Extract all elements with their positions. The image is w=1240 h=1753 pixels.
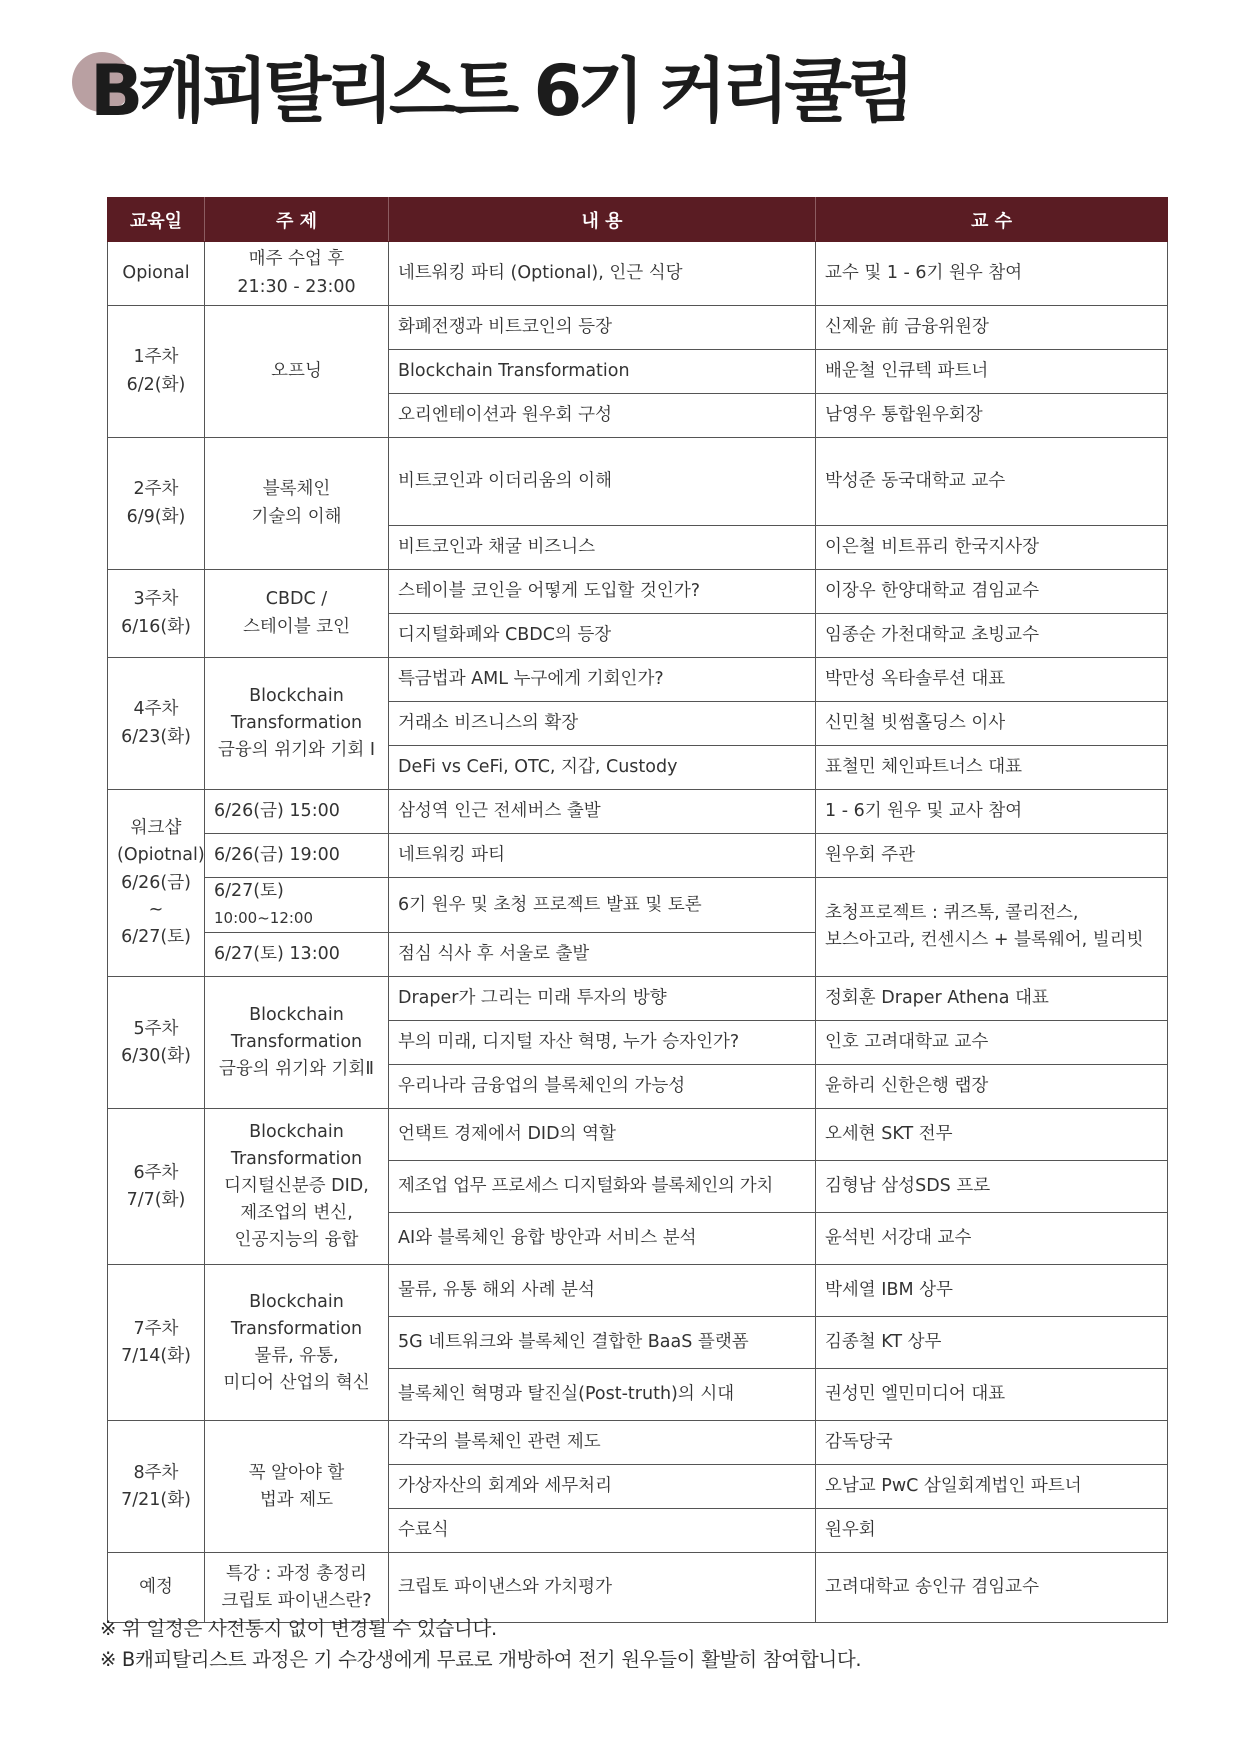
topic-text: Blockchain Transformation 디지털신분증 DID, 제조업의 변신, 인공지능의 융합 — [224, 1121, 369, 1251]
table-header-row — [108, 198, 1168, 242]
professor-cell: 윤석빈 서강대 교수 — [816, 1213, 1168, 1265]
content-cell: 네트워킹 파티 (Optional), 인근 식당 — [389, 242, 816, 306]
header-topic: 주 제 — [205, 198, 389, 242]
content-cell: 점심 식사 후 서울로 출발 — [389, 933, 816, 977]
date-cell — [108, 658, 205, 790]
table-row — [108, 834, 1168, 878]
date-text: 워크샵 (Opiotnal) 6/26(금) ~ 6/27(토) — [117, 818, 205, 947]
title-block — [72, 50, 972, 150]
professor-cell: 이은철 비트퓨리 한국지사장 — [816, 526, 1168, 570]
content-cell: 각국의 블록체인 관련 제도 — [389, 1421, 816, 1465]
content-cell: Draper가 그리는 미래 투자의 방향 — [389, 977, 816, 1021]
professor-cell — [816, 878, 1168, 977]
content-cell: 언택트 경제에서 DID의 역할 — [389, 1109, 816, 1161]
time-range: 10:00~12:00 — [214, 909, 314, 928]
content-cell: 삼성역 인근 전세버스 출발 — [389, 790, 816, 834]
date-cell — [108, 570, 205, 658]
topic-text: CBDC / 스테이블 코인 — [243, 589, 350, 637]
date-cell — [108, 1421, 205, 1553]
table-row — [108, 1109, 1168, 1161]
content-cell: AI와 블록체인 융합 방안과 서비스 분석 — [389, 1213, 816, 1265]
content-cell: 스테이블 코인을 어떻게 도입할 것인가? — [389, 570, 816, 614]
content-cell: 특금법과 AML 누구에게 기회인가? — [389, 658, 816, 702]
topic-cell — [205, 242, 389, 306]
professor-cell: 신민철 빗썸홀딩스 이사 — [816, 702, 1168, 746]
content-cell: 우리나라 금융업의 블록체인의 가능성 — [389, 1065, 816, 1109]
topic-text: 블록체인 기술의 이해 — [251, 479, 342, 527]
professor-cell: 이장우 한양대학교 겸임교수 — [816, 570, 1168, 614]
footnote: ※ 위 일정은 사전통지 없이 변경될 수 있습니다. — [100, 1617, 497, 1640]
time-cell — [205, 878, 389, 933]
content-cell: 화폐전쟁과 비트코인의 등장 — [389, 306, 816, 350]
topic-text: Blockchain Transformation 금융의 위기와 기회Ⅱ — [219, 1005, 374, 1080]
header-content: 내 용 — [389, 198, 816, 242]
content-cell: 5G 네트워크와 블록체인 결합한 BaaS 플랫폼 — [389, 1317, 816, 1369]
content-cell: 블록체인 혁명과 탈진실(Post-truth)의 시대 — [389, 1369, 816, 1421]
date-cell — [108, 1109, 205, 1265]
topic-text: Blockchain Transformation 금융의 위기와 기회 I — [217, 685, 376, 761]
time-cell: 6/27(토) 13:00 — [205, 933, 389, 977]
table-row — [108, 658, 1168, 702]
date-text: 2주차 6/9(화) — [126, 479, 186, 527]
professor-cell: 배운철 인큐텍 파트너 — [816, 350, 1168, 394]
table-row — [108, 570, 1168, 614]
content-cell: 물류, 유통 해외 사례 분석 — [389, 1265, 816, 1317]
table-row — [108, 1265, 1168, 1317]
topic-text: 특강 : 과정 총정리 크립토 파이낸스란? — [221, 1563, 372, 1611]
table-row — [108, 878, 1168, 933]
professor-cell: 정회훈 Draper Athena 대표 — [816, 977, 1168, 1021]
date-text: 3주차 6/16(화) — [121, 589, 191, 637]
table-row — [108, 1421, 1168, 1465]
professor-cell: 임종순 가천대학교 초빙교수 — [816, 614, 1168, 658]
date-text: 5주차 6/30(화) — [121, 1018, 191, 1066]
time-day: 6/27(토) — [214, 881, 284, 901]
content-cell: 수료식 — [389, 1509, 816, 1553]
footnotes — [100, 1613, 861, 1675]
content-cell: Blockchain Transformation — [389, 350, 816, 394]
curriculum-table — [107, 197, 1168, 1623]
professor-cell: 신제윤 前 금융위원장 — [816, 306, 1168, 350]
date-text: 1주차 6/2(화) — [126, 347, 186, 395]
professor-cell: 원우회 — [816, 1509, 1168, 1553]
topic-text: 오프닝 — [271, 360, 322, 381]
topic-cell — [205, 306, 389, 438]
professor-cell: 인호 고려대학교 교수 — [816, 1021, 1168, 1065]
content-cell: 비트코인과 채굴 비즈니스 — [389, 526, 816, 570]
topic-cell — [205, 977, 389, 1109]
professor-cell: 표철민 체인파트너스 대표 — [816, 746, 1168, 790]
page-title: B캐피탈리스트 6기 커리큘럼 — [90, 50, 910, 132]
table-row — [108, 977, 1168, 1021]
content-cell: 네트워킹 파티 — [389, 834, 816, 878]
professor-cell: 교수 및 1 - 6기 원우 참여 — [816, 242, 1168, 306]
topic-cell — [205, 658, 389, 790]
time-cell: 6/26(금) 15:00 — [205, 790, 389, 834]
topic-text: Blockchain Transformation 물류, 유통, 미디어 산업의 혁신 — [223, 1291, 370, 1393]
date-cell — [108, 306, 205, 438]
date-cell — [108, 977, 205, 1109]
professor-cell: 권성민 엘민미디어 대표 — [816, 1369, 1168, 1421]
date-cell — [108, 790, 205, 977]
professor-cell: 박세열 IBM 상무 — [816, 1265, 1168, 1317]
header-professor: 교 수 — [816, 198, 1168, 242]
date-cell: 예정 — [108, 1553, 205, 1623]
professor-cell: 김형남 삼성SDS 프로 — [816, 1161, 1168, 1213]
professor-cell: 1 - 6기 원우 및 교사 참여 — [816, 790, 1168, 834]
professor-cell: 고려대학교 송인규 겸임교수 — [816, 1553, 1168, 1623]
header-date: 교육일 — [108, 198, 205, 242]
content-cell: 디지털화폐와 CBDC의 등장 — [389, 614, 816, 658]
professor-text: 초청프로젝트 : 퀴즈톡, 콜리전스, 보스아고라, 컨센시스 + 블록웨어, 빌리빗 — [825, 903, 1144, 951]
date-cell — [108, 438, 205, 570]
content-cell: 가상자산의 회계와 세무처리 — [389, 1465, 816, 1509]
content-cell: 거래소 비즈니스의 확장 — [389, 702, 816, 746]
time-cell: 6/26(금) 19:00 — [205, 834, 389, 878]
topic-cell — [205, 570, 389, 658]
content-cell: 6기 원우 및 초청 프로젝트 발표 및 토론 — [389, 878, 816, 933]
professor-cell: 오남교 PwC 삼일회계법인 파트너 — [816, 1465, 1168, 1509]
topic-cell — [205, 1265, 389, 1421]
table-row — [108, 242, 1168, 306]
date-cell: Opional — [108, 242, 205, 306]
professor-cell: 김종철 KT 상무 — [816, 1317, 1168, 1369]
date-text: 4주차 6/23(화) — [121, 699, 191, 747]
footnote: ※ B캐피탈리스트 과정은 기 수강생에게 무료로 개방하여 전기 원우들이 활발히 참여합니다. — [100, 1648, 862, 1672]
topic-cell — [205, 438, 389, 570]
topic-cell — [205, 1109, 389, 1265]
content-cell: 제조업 업무 프로세스 디지털화와 블록체인의 가치 — [389, 1161, 816, 1213]
professor-cell: 감독당국 — [816, 1421, 1168, 1465]
date-text: 8주차 7/21(화) — [121, 1462, 191, 1510]
professor-cell: 박만성 옥타솔루션 대표 — [816, 658, 1168, 702]
professor-cell: 남영우 통합원우회장 — [816, 394, 1168, 438]
topic-text: 꼭 알아야 할 법과 제도 — [248, 1462, 345, 1510]
topic-text: 매주 수업 후 21:30 - 23:00 — [237, 249, 356, 297]
content-cell: 오리엔테이션과 원우회 구성 — [389, 394, 816, 438]
content-cell: DeFi vs CeFi, OTC, 지갑, Custody — [389, 746, 816, 790]
date-text: 6주차 7/7(화) — [126, 1162, 186, 1210]
professor-cell: 오세현 SKT 전무 — [816, 1109, 1168, 1161]
content-cell: 비트코인과 이더리움의 이해 — [389, 438, 816, 526]
content-cell: 부의 미래, 디지털 자산 혁명, 누가 승자인가? — [389, 1021, 816, 1065]
table-row — [108, 790, 1168, 834]
table-row — [108, 306, 1168, 350]
professor-cell: 원우회 주관 — [816, 834, 1168, 878]
topic-cell — [205, 1421, 389, 1553]
date-cell — [108, 1265, 205, 1421]
professor-cell: 박성준 동국대학교 교수 — [816, 438, 1168, 526]
content-cell: 크립토 파이낸스와 가치평가 — [389, 1553, 816, 1623]
date-text: 7주차 7/14(화) — [121, 1318, 191, 1366]
table-row — [108, 438, 1168, 526]
professor-cell: 윤하리 신한은행 랩장 — [816, 1065, 1168, 1109]
